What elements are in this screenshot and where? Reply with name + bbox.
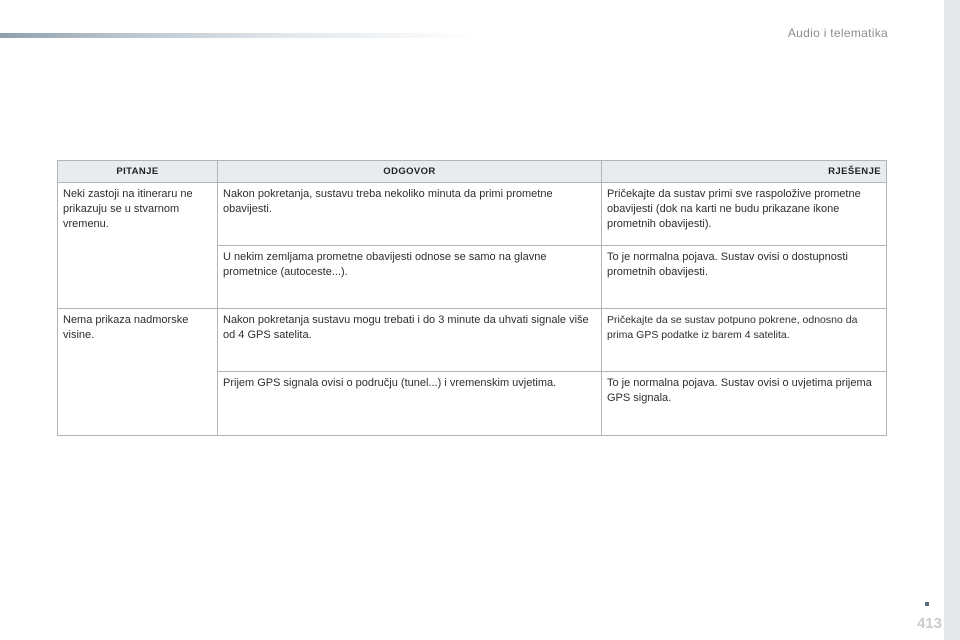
solution-cell: Pričekajte da sustav primi sve raspoložive prometne obavijesti (dok na karti ne budu prikazane ikone prometnih obavijesti).: [602, 183, 887, 246]
page-number: 413: [916, 615, 942, 632]
solution-cell: Pričekajte da se sustav potpuno pokrene, odnosno da prima GPS podatke iz barem 4 satelita.: [602, 309, 887, 372]
page-edge-strip: [944, 0, 960, 640]
table-row: [58, 183, 887, 246]
header-decor-bar: [0, 33, 480, 38]
solution-cell: To je normalna pojava. Sustav ovisi o uvjetima prijema GPS signala.: [602, 372, 887, 436]
solution-cell: To je normalna pojava. Sustav ovisi o dostupnosti prometnih obavijesti.: [602, 246, 887, 309]
question-cell: Nema prikaza nadmorske visine.: [58, 309, 218, 436]
question-cell: Neki zastoji na itineraru ne prikazuju se u stvarnom vremenu.: [58, 183, 218, 309]
column-header-question: PITANJE: [58, 161, 218, 183]
answer-cell: U nekim zemljama prometne obavijesti odnose se samo na glavne prometnice (autoceste...).: [218, 246, 602, 309]
section-title: Audio i telematika: [787, 26, 888, 40]
answer-cell: Nakon pokretanja, sustavu treba nekoliko minuta da primi prometne obavijesti.: [218, 183, 602, 246]
column-header-solution: RJEŠENJE: [602, 161, 887, 183]
answer-cell: Prijem GPS signala ovisi o području (tunel...) i vremenskim uvjetima.: [218, 372, 602, 436]
faq-table: [57, 160, 887, 436]
answer-cell: Nakon pokretanja sustavu mogu trebati i do 3 minute da uhvati signale više od 4 GPS satelita.: [218, 309, 602, 372]
table-header-row: [58, 161, 887, 183]
page-marker: [925, 602, 929, 606]
column-header-answer: ODGOVOR: [218, 161, 602, 183]
table-row: [58, 309, 887, 372]
